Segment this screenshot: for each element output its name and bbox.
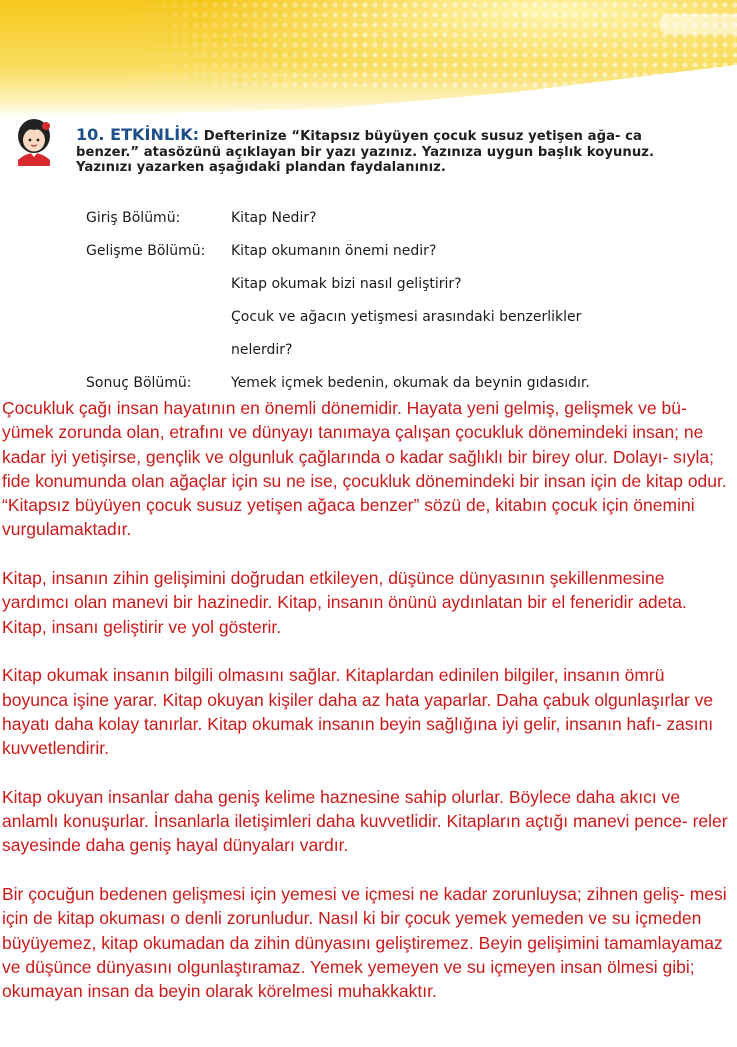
banner-corner-tag bbox=[659, 14, 737, 34]
answer-paragraph: Kitap, insanın zihin gelişimini doğrudan etkileyen, düşünce dünyasının şekillenmesine yardımcı olan manevi bir hazinedir. Kitap, insanın önünü aydınlatan bir el feneridir adeta. Kitap, insanı geliştirir ve yol gösterir. bbox=[2, 568, 687, 637]
plan-value: Kitap Nedir? bbox=[231, 209, 317, 226]
essay-plan bbox=[86, 201, 706, 399]
plan-value: Kitap okumak bizi nasıl geliştirir? bbox=[231, 275, 462, 292]
plan-value: Çocuk ve ağacın yetişmesi arasındaki benzerlikler bbox=[231, 308, 582, 325]
activity-prompt: Defterinize “Kitapsız büyüyen çocuk susuz yetişen ağa- ca benzer.” atasözünü açıklayan bir yazı yazınız. Yazınıza uygun başlık koyunuz. Yazınızı yazarken aşağıdaki plandan faydalanınız. bbox=[76, 129, 655, 175]
plan-value: Kitap okumanın önemi nedir? bbox=[231, 242, 437, 259]
plan-row bbox=[86, 333, 706, 366]
activity-number: 10. ETKİNLİK: bbox=[76, 125, 200, 144]
girl-character-icon bbox=[12, 116, 56, 166]
activity-instructions bbox=[76, 127, 662, 176]
plan-row bbox=[86, 366, 706, 399]
plan-label: Giriş Bölümü: bbox=[86, 209, 181, 226]
banner-dot-pattern bbox=[120, 0, 737, 90]
plan-label: Gelişme Bölümü: bbox=[86, 242, 206, 259]
plan-row bbox=[86, 267, 706, 300]
essay-answer bbox=[2, 396, 735, 1028]
plan-row bbox=[86, 234, 706, 267]
answer-paragraph: Çocukluk çağı insan hayatının en önemli dönemidir. Hayata yeni gelmiş, gelişmek ve bü- yümek zorunda olan, etrafını ve dünyayı tanımaya çalışan çocukluk dönemindeki insan; ne kadar iyi yetişirse, gençlik ve olgunluk çağlarında o kadar sağlıklı bir birey olur. Dolayı- sıyla; fide konumunda olan ağaçlar için su ne ise, çocukluk dönemindeki bir insan için de kitap odur. “Kitapsız büyüyen çocuk susuz yetişen ağaca benzer” sözü de, kitabın çocuk için önemini vurgulamaktadır. bbox=[2, 398, 727, 540]
answer-paragraph: Kitap okumak insanın bilgili olmasını sağlar. Kitaplardan edinilen bilgiler, insanın ömrü boyunca işine yarar. Kitap okuyan kişiler daha az hata yaparlar. Daha çabuk olgunlaşırlar ve hayatı daha kolay tanırlar. Kitap okumak insanın beyin sağlığına iyi gelir, insanın hafı- zasını kuvvetlendirir. bbox=[2, 665, 714, 759]
answer-paragraph: Kitap okuyan insanlar daha geniş kelime haznesine sahip olurlar. Böylece daha akıcı ve anlamlı konuşurlar. İnsanlarla iletişimleri daha kuvvetlidir. Kitapların açtığı manevi pence- reler sayesinde daha geniş hayal dünyaları vardır. bbox=[2, 786, 728, 856]
plan-row bbox=[86, 201, 706, 234]
plan-label: Sonuç Bölümü: bbox=[86, 374, 192, 391]
plan-value: Yemek içmek bedenin, okumak da beynin gıdasıdır. bbox=[231, 374, 590, 391]
plan-value: nelerdir? bbox=[231, 341, 293, 358]
answer-paragraph: Bir çocuğun bedenen gelişmesi için yemesi ve içmesi ne kadar zorunluysa; zihnen geliş- mesi için de kitap okuması o denli zorunludur. Nasıl ki bir çocuk yemek yemeden ve su içmeden büyüyemez, kitap okumadan da zihin dünyasını geliştiremez. Beyin gelişimini tamamlayamaz ve düşünce dünyasını olgunlaştıramaz. Yemek yemeyen ve su içmeyen insan ölmesi gibi; okumayan insan da beyin olarak körelmesi muhakkaktır. bbox=[2, 883, 727, 1002]
plan-row bbox=[86, 300, 706, 333]
